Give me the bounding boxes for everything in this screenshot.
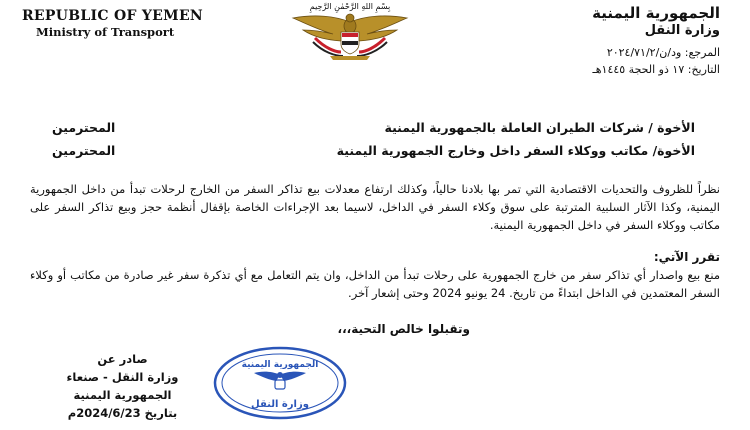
addressee-text: الأخوة / شركات الطيران العاملة بالجمهورية اليمنية xyxy=(384,120,695,135)
issuer-line-2: وزارة النقل - صنعاء xyxy=(66,370,179,384)
decision-heading: تقرر الآتي: xyxy=(653,250,720,264)
ar-ministry-name: وزارة النقل xyxy=(644,23,720,38)
addressee-travel-agents xyxy=(337,143,695,158)
date-value: ١٧ ذو الحجة ١٤٤٥هـ xyxy=(592,63,685,76)
addressee-honorific: المحترمين xyxy=(52,143,116,158)
english-header xyxy=(22,8,203,39)
en-country-name: REPUBLIC OF YEMEN xyxy=(22,8,204,24)
addressee-honorific: المحترمين xyxy=(52,120,116,135)
body-paragraph-2: منع بيع واصدار أي تذاكر سفر من خارج الجمهورية على رحلات تبدأ من الداخل، وان يتم التعامل مع أي تذكرة سفر غير صادرة من مكاتب أو وكلاء السفر المعتمدين في الداخل ابتداءً من تاريخ. 24 يونيو 2024 وحتى إشعار آخر. xyxy=(30,268,720,300)
ar-country-name: الجمهورية اليمنية xyxy=(592,4,720,22)
date-line xyxy=(592,61,720,78)
yemen-emblem-icon xyxy=(285,8,415,60)
body-paragraph-1: نظراً للظروف والتحديات الاقتصادية التي تمر بها بلادنا حالياً، وكذلك ارتفاع معدلات بيع تذاكر السفر من الخارج لرحلات تبدأ من داخل الجمهورية اليمنية، وكذا الآثار السلبية المترتبة على سوق وكلاء السفر في الداخل، لاسيما بعد الإجراءات الخاصة بإقفال أنظمة حجز وبيع تذاكر السفر على مكاتب ووكلاء السفر في داخل الجمهورية اليمنية. xyxy=(30,182,720,232)
arabic-header xyxy=(592,4,720,78)
ministry-stamp-icon xyxy=(212,345,348,421)
reference-line xyxy=(592,44,720,61)
en-ministry-name: Ministry of Transport xyxy=(36,25,175,39)
issuer-block xyxy=(40,350,205,422)
basmala-text: بِسْمِ اللهِ الرَّحْمٰنِ الرَّحِيمِ xyxy=(309,2,391,11)
issuer-line-1: صادر عن xyxy=(97,352,148,366)
date-label: التاريخ: xyxy=(687,63,720,76)
addressee-text: الأخوة/ مكاتب ووكلاء السفر داخل وخارج الجمهورية اليمنية xyxy=(336,143,695,158)
ref-label: المرجع: xyxy=(684,46,720,59)
stamp-bottom-text: وزارة النقل xyxy=(251,399,309,410)
addressee-airlines xyxy=(385,120,696,135)
stamp-top-text: الجمهورية اليمنية xyxy=(241,360,319,370)
issuer-line-3: الجمهورية اليمنية xyxy=(73,388,172,402)
issuer-line-4: بتاريخ 2024/6/23م xyxy=(67,406,178,420)
closing-salutation: وتقبلوا خالص التحية،،، xyxy=(337,322,470,336)
ref-value: ود/ن/٢٠٢٤/٧١/٢ xyxy=(606,46,682,59)
